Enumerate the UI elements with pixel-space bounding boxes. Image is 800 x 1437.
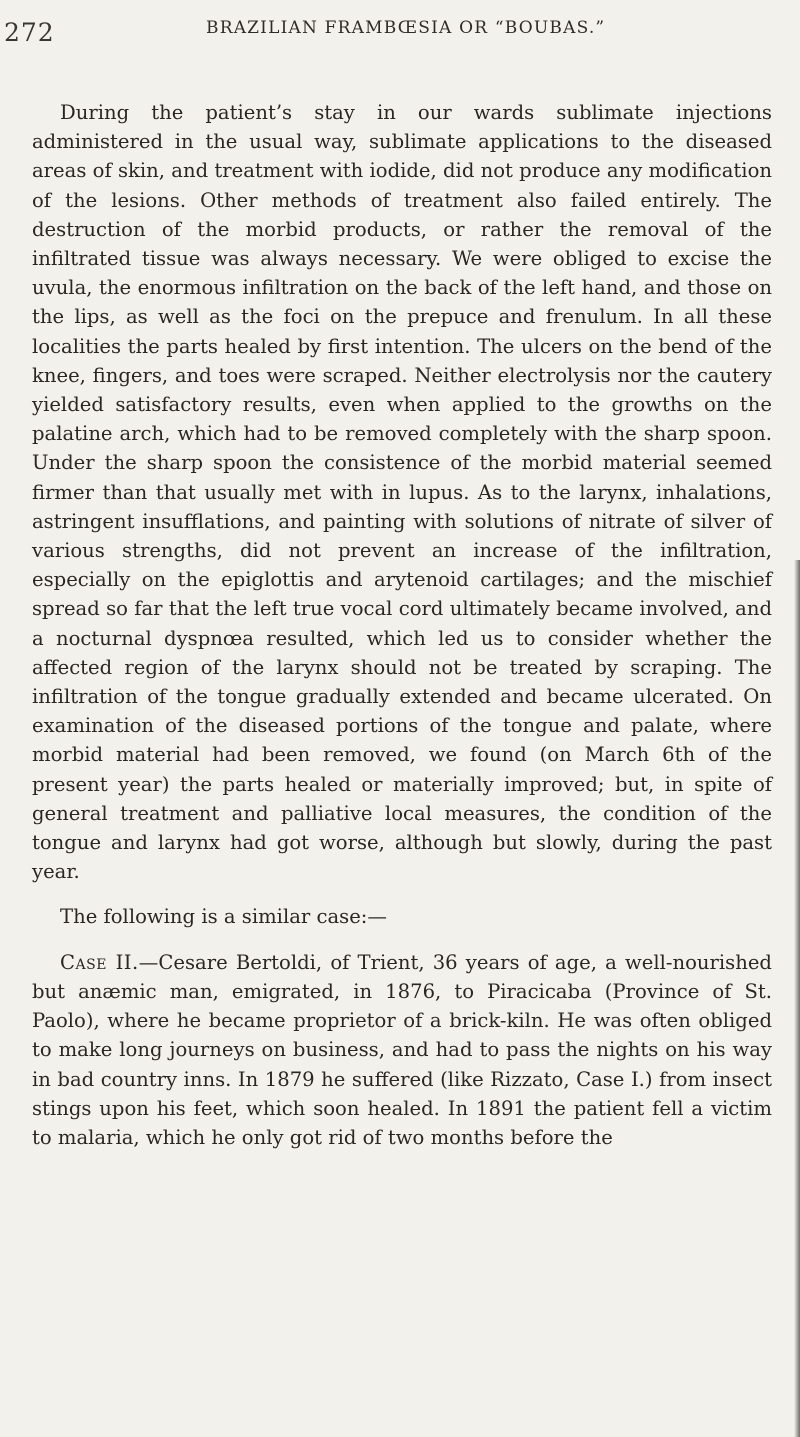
case-label: Case II.: [60, 950, 139, 974]
page-header: [0, 18, 800, 58]
page-number: 272: [4, 18, 55, 47]
case-two-text: —Cesare Bertoldi, of Trient, 36 years of age, a well-nourished but anæmic man, emigrated, in 1876, to Piracicaba (Province of St. Paolo), where he became proprietor of a brick-kiln. He was often obliged to make long journeys on business, and had to pass the nights on his way in bad country inns. In 1879 he suffered (like Rizzato, Case I.) from insect stings upon his feet, which soon healed. In 1891 the patient fell a victim to malaria, which he only got rid of two months before the: [32, 950, 772, 1149]
paragraph-case-two: [32, 948, 772, 1152]
page-edge-shadow: [794, 560, 800, 1437]
running-head: BRAZILIAN FRAMBŒSIA OR “BOUBAS.”: [206, 18, 606, 38]
paragraph-treatment: During the patient’s stay in our wards sublimate injections administered in the usual way, sublimate applications to the diseased areas of skin, and treatment with iodide, did not produce any modification of the lesions. Other methods of treatment also failed entirely. The destruction of the morbid products, or rather the removal of the infiltrated tissue was always necessary. We were obliged to excise the uvula, the enormous infiltration on the back of the left hand, and those on the lips, as well as the foci on the prepuce and frenulum. In all these localities the parts healed by first intention. The ulcers on the bend of the knee, fingers, and toes were scraped. Neither electrolysis nor the cautery yielded satisfactory results, even when applied to the growths on the palatine arch, which had to be removed completely with the sharp spoon. Under the sharp spoon the consistence of the morbid material seemed firmer than that usually met with in lupus. As to the larynx, inhalations, astringent insufflations, and painting with solutions of nitrate of silver of various strengths, did not prevent an increase of the infiltration, especially on the epiglottis and arytenoid cartilages; and the mischief spread so far that the left true vocal cord ultimately became involved, and a nocturnal dyspnœa resulted, which led us to consider whether the affected region of the larynx should not be treated by scraping. The infiltration of the tongue gradually extended and became ulcerated. On examination of the diseased portions of the tongue and palate, where morbid material had been removed, we found (on March 6th of the present year) the parts healed or materially improved; but, in spite of general treatment and palliative local measures, the condition of the tongue and larynx had got worse, although but slowly, during the past year.: [32, 101, 772, 884]
body-text: [32, 98, 772, 1152]
paragraph-similar-case: The following is a similar case:—: [60, 905, 387, 929]
